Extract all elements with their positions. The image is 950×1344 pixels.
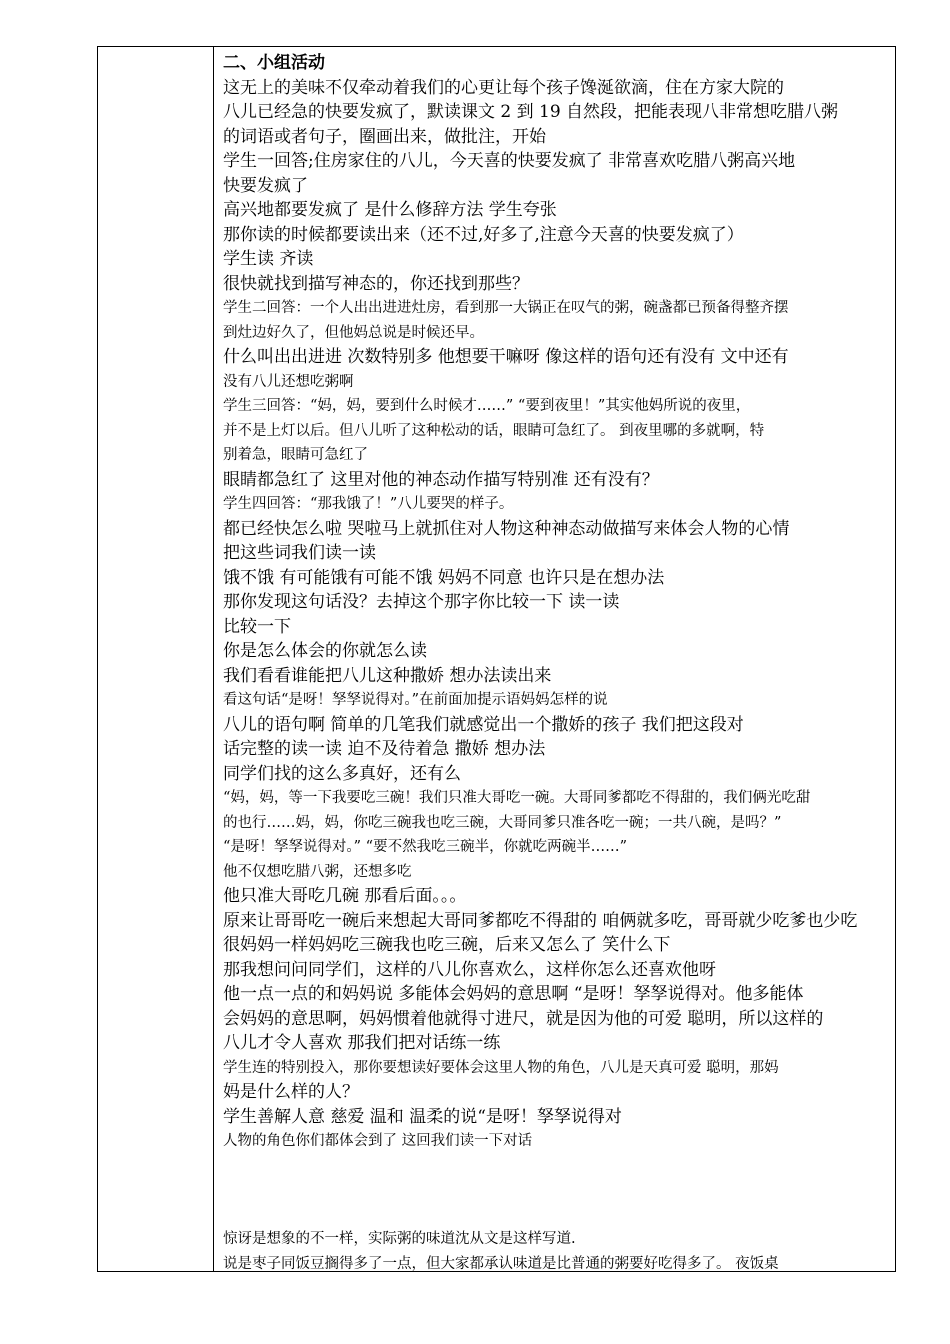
text-line: 的也行……妈，妈，你吃三碗我也吃三碗，大哥同爹只准各吃一碗；一共八碗，是吗？” [223,814,782,831]
text-line: 把这些词我们读一读 [223,543,376,563]
text-line: 人物的角色你们都体会到了 这回我们读一下对话 [223,1133,533,1149]
text-line: 学生连的特别投入，那你要想读好要体会这里人物的角色，八儿是天真可爱 聪明，那妈 [223,1059,779,1076]
text-line: 八儿已经急的快要发疯了，默读课文 2 到 19 自然段，把能表现八非常想吃腊八粥 [223,102,839,122]
text-line: 学生善解人意 慈爱 温和 温柔的说“是呀！孥孥说得对 [223,1106,622,1127]
text-line: “妈，妈，等一下我要吃三碗！我们只准大哥吃一碗。大哥同爹都吃不得甜的，我们俩光吃甜 [223,790,811,806]
lesson-table [97,46,896,1272]
column-divider [213,47,214,1271]
text-line: 看这句话“是呀！孥孥说得对。”在前面加提示语妈妈怎样的说 [223,692,608,708]
text-line: 同学们找的这么多真好，还有么 [223,763,461,784]
text-line: 那你读的时候都要读出来（还不过,好多了,注意今天喜的快要发疯了） [223,224,744,245]
blank-line [223,1178,885,1203]
text-line: 学生四回答：“那我饿了！”八儿要哭的样子。 [223,496,514,512]
text-line: 别着急，眼睛可急红了 [223,447,368,463]
text-line: 八儿的语句啊 简单的几笔我们就感觉出一个撒娇的孩子 我们把这段对 [223,714,744,735]
text-line: 八儿才令人喜欢 那我们把对话练一练 [223,1033,501,1053]
text-line: 惊讶是想象的不一样，实际粥的味道沈从文是这样写道. [223,1231,576,1247]
text-line: 并不是上灯以后。但八儿听了这种松动的话，眼睛可急红了。 到夜里哪的多就啊，特 [223,422,765,439]
text-line: 学生二回答：一个人出出进进灶房，看到那一大锅正在叹气的粥，碗盏都已预备得整齐摆 [223,300,789,316]
text-line: 那我想问问同学们，这样的八儿你喜欢么，这样你怎么还喜欢他呀 [223,959,716,980]
blank-line [223,1203,885,1228]
text-line: 很快就找到描写神态的，你还找到那些？ [223,273,529,294]
text-line: 学生三回答：“妈，妈，要到什么时候才……” “要到夜里！”其实他妈所说的夜里， [223,398,751,414]
text-line: 高兴地都要发疯了 是什么修辞方法 学生夸张 [223,200,557,220]
blank-line [223,1154,885,1179]
text-line: 很妈妈一样妈妈吃三碗我也吃三碗，后来又怎么了 笑什么下 [223,935,671,955]
text-line: 会妈妈的意思啊，妈妈惯着他就得寸进尺，就是因为他的可爱 聪明，所以这样的 [223,1008,824,1029]
text-line: 学生读 齐读 [223,249,314,269]
text-line: 话完整的读一读 迫不及待着急 撒娇 想办法 [223,739,546,759]
text-line: 原来让哥哥吃一碗后来想起大哥同爹都吃不得甜的 咱俩就多吃，哥哥就少吃爹也少吃 [223,910,858,931]
text-line: 什么叫出出进进 次数特别多 他想要干嘛呀 像这样的语句还有没有 文中还有 [223,347,789,367]
text-lines [223,76,885,1277]
text-line: 到灶边好久了，但他妈总说是时候还早。 [223,324,484,341]
text-line: 饿不饿 有可能饿有可能不饿 妈妈不同意 也许只是在想办法 [223,567,665,588]
text-line: 你是怎么体会的你就怎么读 [223,641,427,661]
text-line: 我们看看谁能把八儿这种撒娇 想办法读出来 [223,665,552,686]
text-line: 比较一下 [223,616,291,637]
text-line: 的词语或者句子，圈画出来，做批注，开始 [223,126,546,147]
text-line: 没有八儿还想吃粥啊 [223,373,354,390]
text-line: 妈是什么样的人？ [223,1082,359,1102]
text-line: 都已经快怎么啦 哭啦马上就抓住对人物这种神态动做描写来体会人物的心情 [223,518,790,539]
text-line: “是呀！孥孥说得对。” “要不然我吃三碗半，你就吃两碗半……” [223,839,628,855]
text-line: 快要发疯了 [223,175,308,196]
text-line: 那你发现这句话没？去掉这个那字你比较一下 读一读 [223,592,620,612]
text-line: 这无上的美味不仅牵动着我们的心更让每个孩子馋涎欲滴，住在方家大院的 [223,77,784,98]
text-line: 他不仅想吃腊八粥，还想多吃 [223,863,412,880]
lesson-content-cell [223,51,885,1276]
text-line: 眼睛都急红了 这里对他的神态动作描写特别准 还有没有？ [223,469,659,490]
text-line: 他只准大哥吃几碗 那看后面。。。 [223,886,467,906]
text-line: 说是枣子同饭豆搁得多了一点，但大家都承认味道是比普通的粥要好吃得多了。 夜饭桌 [223,1255,779,1272]
text-line: 他一点一点的和妈妈说 多能体会妈妈的意思啊 “是呀！孥孥说得对。他多能体 [223,984,804,1004]
section-heading: 二、小组活动 [223,53,325,73]
text-line: 学生一回答;住房家住的八儿，今天喜的快要发疯了 非常喜欢吃腊八粥高兴地 [223,151,796,171]
